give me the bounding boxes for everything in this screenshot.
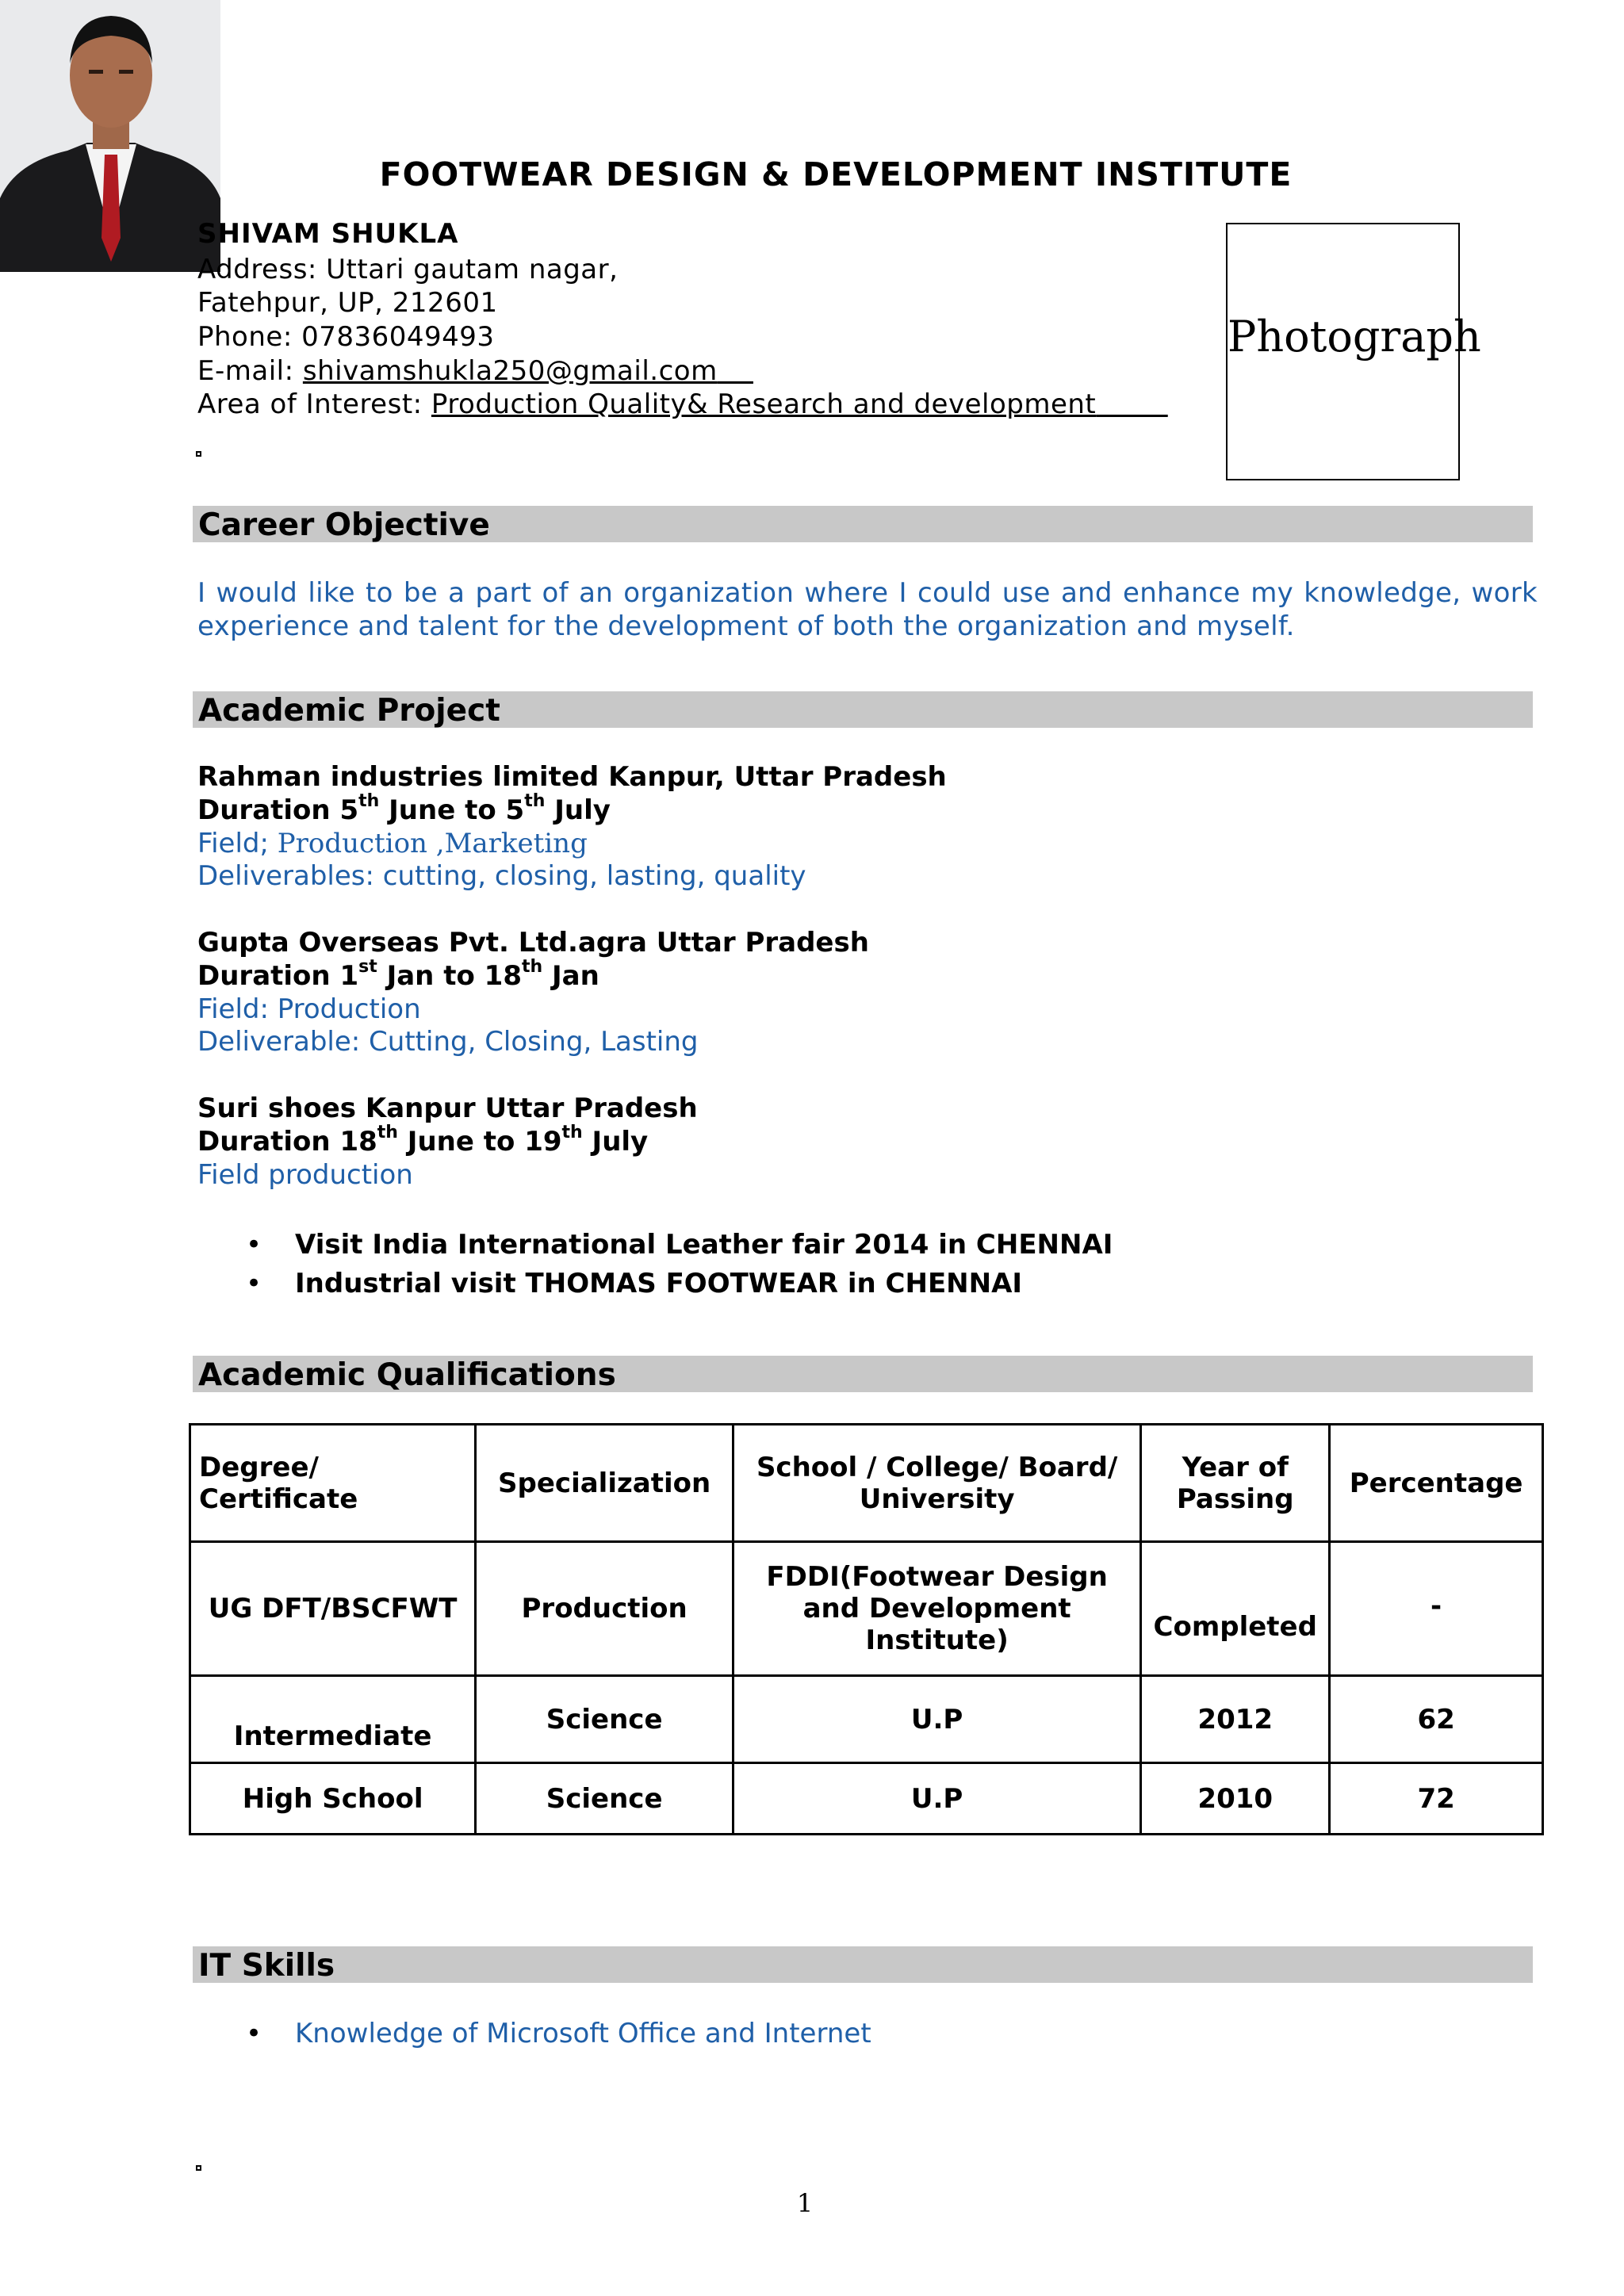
project-duration [197,1122,649,1158]
list-marker [196,451,201,457]
duration-part: Duration 5 [197,794,359,826]
qualifications-table [189,1423,1544,1835]
duration-sup: th [358,790,380,811]
table-cell: - [1330,1542,1543,1676]
duration-part: Duration 1 [197,960,359,992]
duration-sup: th [561,1122,583,1142]
table-cell: Completed [1141,1542,1330,1676]
phone: Phone: 07836049493 [197,321,495,353]
project-deliverables: Deliverables: cutting, closing, lasting, quality [197,860,806,892]
section-title: IT Skills [198,1948,335,1984]
interest-value: Production Quality& Research and development [431,388,1097,420]
photograph-box [1226,223,1481,480]
institute-title: FOOTWEAR DESIGN & DEVELOPMENT INSTITUTE [379,155,1293,193]
table-row [190,1542,1543,1676]
table-cell: U.P [733,1676,1140,1763]
email-link[interactable]: shivamshukla250@gmail.com [302,355,718,387]
photograph-placeholder: Photograph [1228,312,1481,362]
bullet-icon: • [246,2018,262,2049]
project-field: Field production [197,1159,413,1191]
email-underline-tail [718,355,753,387]
visit-item: Visit India International Leather fair 2014 in CHENNAI [295,1229,1113,1261]
field-label: Field; [197,828,278,859]
header-cell: School / College/ Board/ University [733,1425,1140,1542]
objective-text: I would like to be a part of an organization where I could use and enhance my knowledge, work experience and talent for the development of both the organization and myself. [197,577,1538,642]
section-academic-project [193,691,1533,728]
duration-sup: th [521,956,543,977]
duration-part: Jan [542,960,599,992]
duration-sup: th [524,790,546,811]
section-it-skills [193,1946,1533,1983]
interest-underline-tail [1096,388,1167,420]
project-duration [197,790,611,826]
project-field: Field: Production [197,993,421,1025]
address-line-1: Address: Uttari gautam nagar, [197,254,619,285]
project-field [197,828,588,859]
table-cell: High School [190,1763,476,1835]
address-line-2: Fatehpur, UP, 212601 [197,287,498,319]
table-cell: 2010 [1141,1763,1330,1835]
section-title: Academic Qualifications [198,1357,616,1393]
project-company: Gupta Overseas Pvt. Ltd.agra Uttar Pradesh [197,927,869,959]
table-row [190,1676,1543,1763]
project-deliverables: Deliverable: Cutting, Closing, Lasting [197,1026,699,1058]
duration-part: July [545,794,611,826]
duration-part: June to 5 [379,794,525,826]
section-title: Academic Project [198,693,500,729]
table-cell: UG DFT/BSCFWT [190,1542,476,1676]
bullet-icon: • [246,1268,262,1299]
table-row [190,1763,1543,1835]
duration-sup: st [358,956,377,977]
section-title: Career Objective [198,507,490,543]
profile-photo [0,0,220,272]
email-row [197,355,753,387]
header-cell: Specialization [476,1425,733,1542]
duration-part: Duration 18 [197,1126,377,1158]
duration-sup: th [377,1122,398,1142]
project-duration [197,956,599,992]
list-marker [196,2165,201,2171]
table-cell: U.P [733,1763,1140,1835]
table-cell: 62 [1330,1676,1543,1763]
project-company: Rahman industries limited Kanpur, Uttar Pradesh [197,761,947,793]
interest-label: Area of Interest: [197,388,423,420]
visit-item: Industrial visit THOMAS FOOTWEAR in CHENNAI [295,1268,1023,1299]
table-cell: Production [476,1542,733,1676]
section-academic-qualifications [193,1356,1533,1392]
table-cell: Science [476,1676,733,1763]
header-cell: Percentage [1330,1425,1543,1542]
table-cell: Science [476,1763,733,1835]
header-cell: Year of Passing [1141,1425,1330,1542]
field-value: Production ,Marketing [277,828,588,859]
table-cell: FDDI(Footwear Design and Development Institute) [733,1542,1140,1676]
table-header-row [190,1425,1543,1542]
candidate-name: SHIVAM SHUKLA [197,218,459,250]
interest-row [197,388,1168,420]
project-company: Suri shoes Kanpur Uttar Pradesh [197,1093,698,1124]
skill-item: Knowledge of Microsoft Office and Internet [295,2018,871,2049]
duration-part: June to 19 [397,1126,562,1158]
email-label: E-mail: [197,355,294,387]
page-number: 1 [796,2188,814,2218]
section-career-objective [193,506,1533,542]
duration-part: July [582,1126,649,1158]
header-cell: Degree/ Certificate [190,1425,476,1542]
duration-part: Jan to 18 [377,960,522,992]
table-cell: Intermediate [190,1676,476,1763]
bullet-icon: • [246,1229,262,1261]
table-cell: 72 [1330,1763,1543,1835]
table-cell: 2012 [1141,1676,1330,1763]
